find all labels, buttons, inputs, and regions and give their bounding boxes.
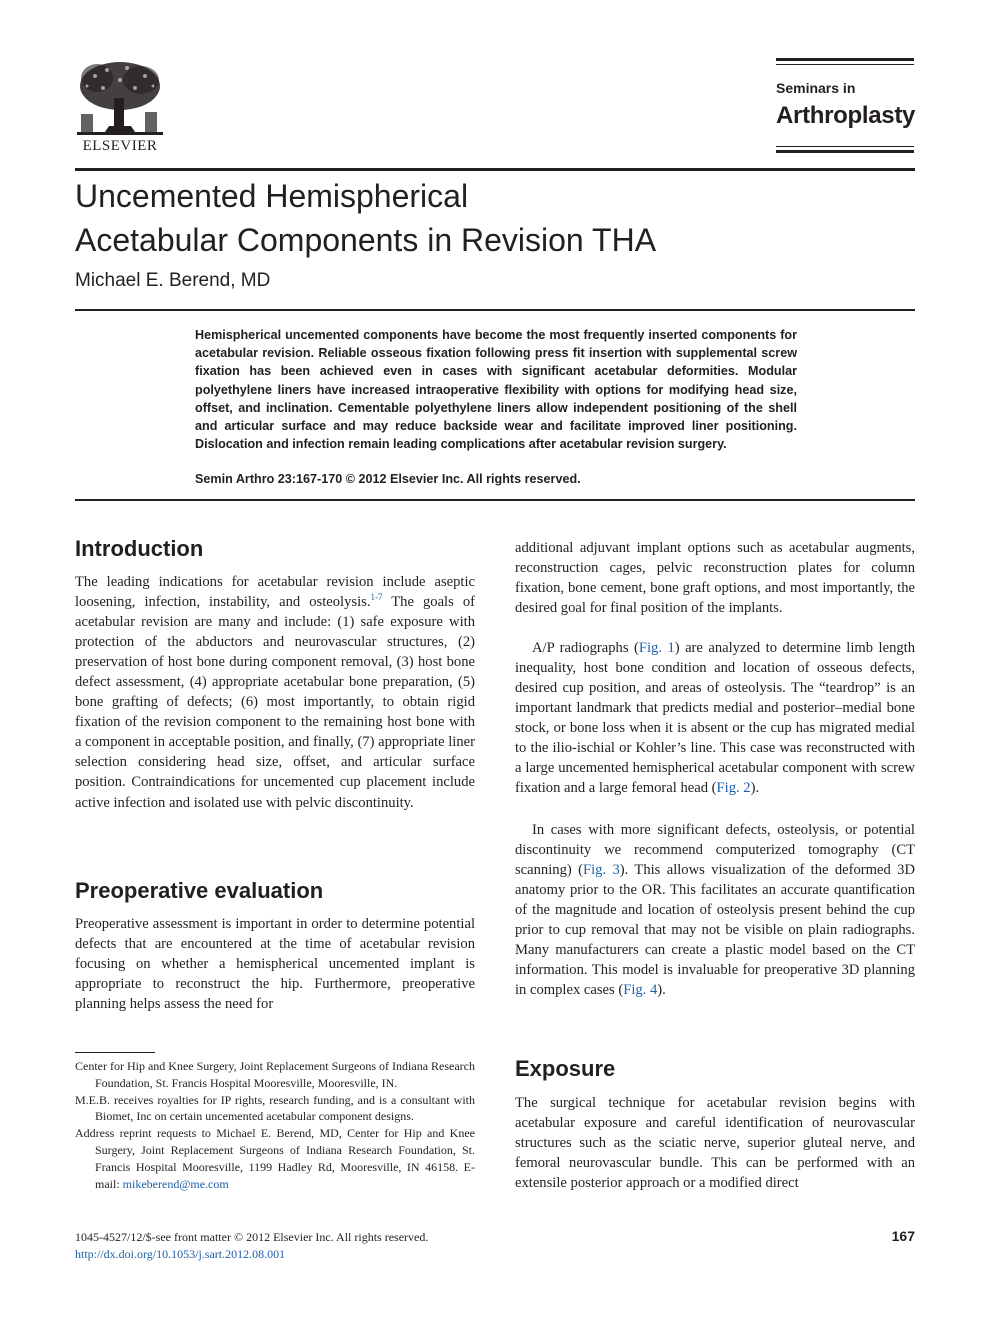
article-author: Michael E. Berend, MD bbox=[75, 270, 271, 291]
radiographs-text-a: A/P radiographs ( bbox=[532, 640, 639, 656]
intro-text-b: The goals of acetabular revision are many and include: (1) safe exposure with protection of the abductors and neurovascular structures, (2) preservation of host bone during component removal, (3) host bone defect assessment, (4) appropriate acetabular bone preparation, (5) bone grafting of defects; (6) most importantly, to obtain rigid fixation of the revision component to the remaining host bone with a component in acceptable position, and finally, (7) appropriate liner selection considering head size, offset, and articular surface position. Contraindications for uncemented cup placement include active infection and isolated use with pelvic discontinuity. bbox=[75, 594, 475, 811]
paragraph-introduction bbox=[75, 572, 475, 813]
journal-rule-bottom bbox=[776, 150, 914, 153]
footnote-address-text: Address reprint requests to Michael E. Berend, MD, Center for Hip and Knee Surgery, Joint Replacement Surgeons of Indiana Research Foundation, St. Francis Hospital Mooresville, 1199 Hadley Rd, Mooresville, IN 46158. E-mail: bbox=[75, 1126, 475, 1191]
abstract-citation: Semin Arthro 23:167-170 © 2012 Elsevier Inc. All rights reserved. bbox=[195, 472, 581, 486]
ct-text-a: In cases with more significant defects, osteolysis, or potential discontinuity we recommend computerized tomography (CT scanning) ( bbox=[515, 822, 915, 879]
radiographs-text-b: ) are analyzed to determine limb length inequality, host bone condition and location of osseous defects, desired cup position, and areas of osteolysis. The “teardrop” is an important landmark that predicts medial and posterior–medial bone stock, or bone loss when it is absent or the cup has migrated medial to the ilio-ischial or Kohler’s line. This case was reconstructed with a large uncemented hemispherical acetabular component with screw fixation and a large femoral head ( bbox=[515, 640, 916, 797]
footnote-disclosure: M.E.B. receives royalties for IP rights, research funding, and is a consultant with Biomet, Inc on certain uncemented acetabular component designs. bbox=[75, 1092, 475, 1124]
abstract-rule-bottom bbox=[75, 499, 915, 501]
fig-3-link[interactable]: Fig. 3 bbox=[582, 862, 620, 879]
paragraph-right-1: additional adjuvant implant options such as acetabular augments, reconstruction cages, pelvic reconstruction plates for column fixation, bone cement, bone graft options, and most importantly, the desired goal for final position of the implants. bbox=[515, 540, 915, 617]
fig-1-link[interactable]: Fig. 1 bbox=[638, 640, 675, 656]
heading-introduction: Introduction bbox=[75, 536, 204, 561]
issn-line: 1045-4527/12/$-see front matter © 2012 Elsevier Inc. All rights reserved. bbox=[75, 1230, 429, 1244]
citation-ref-1-7[interactable]: 1-7 bbox=[370, 592, 383, 603]
abstract-text: Hemispherical uncemented components have become the most frequently inserted components for acetabular revision. Reliable osseous fixation following press fit insertion with supplemental screw fixation has been achieved even in cases with significant acetabular deformities. Modular polyethylene liners have increased intraoperative flexibility with options for modifying head size, offset, and inclination. Cementable polyethylene liners allow independent positioning of the shell and articular surface and may reduce backside wear and facilitate improved liner positioning. Dislocation and infection remain leading complications after acetabular revision surgery. bbox=[195, 328, 797, 452]
journal-rule-bottom-thin bbox=[776, 146, 914, 147]
heading-preoperative: Preoperative evaluation bbox=[75, 878, 324, 903]
elsevier-tree-icon bbox=[75, 58, 165, 138]
heading-exposure: Exposure bbox=[515, 1056, 616, 1081]
footnote-address bbox=[75, 1125, 475, 1192]
footnote-rule bbox=[75, 1052, 155, 1053]
page-number: 167 bbox=[891, 1228, 915, 1244]
journal-series: Seminars in bbox=[776, 80, 856, 96]
publisher-name: ELSEVIER bbox=[82, 138, 158, 154]
ct-text-b: ). This allows visualization of the deformed 3D anatomy prior to the OR. This facilitates an accurate quantification of the magnitude and location of osteolysis present behind the cup prior to cup removal that may not be visible on plain radiographs. Many manufacturers can create a plastic model based on the CT information. This model is invaluable for preoperative 3D planning in complex cases ( bbox=[515, 862, 916, 999]
paragraph-radiographs bbox=[515, 638, 915, 798]
footnote-affiliation: Center for Hip and Knee Surgery, Joint Replacement Surgeons of Indiana Research Foundation, St. Francis Hospital Mooresville, Mooresville, IN. bbox=[75, 1059, 475, 1090]
header-rule bbox=[75, 168, 915, 171]
journal-masthead bbox=[776, 58, 914, 156]
doi-link[interactable]: http://dx.doi.org/10.1053/j.sart.2012.08.001 bbox=[75, 1247, 286, 1261]
paragraph-preoperative: Preoperative assessment is important in order to determine potential defects that are encountered at the time of acetabular revision focusing on whether a hemispherical uncemented implant is appropriate to reconstruct the hip. Furthermore, preoperative planning helps assess the need for bbox=[75, 916, 475, 1013]
journal-rule-top-thin bbox=[776, 64, 914, 65]
article-title bbox=[75, 174, 855, 262]
paragraph-ct-scanning bbox=[515, 820, 915, 1000]
fig-2-link[interactable]: Fig. 2 bbox=[716, 780, 751, 797]
radiographs-text-c: ). bbox=[750, 780, 760, 797]
ct-text-c: ). bbox=[657, 982, 666, 999]
journal-name: Arthroplasty bbox=[776, 102, 916, 129]
email-link[interactable]: mikeberend@me.com bbox=[122, 1176, 229, 1191]
title-line-1: Uncemented Hemispherical bbox=[75, 178, 469, 214]
footnotes bbox=[75, 1058, 475, 1192]
title-line-2: Acetabular Components in Revision THA bbox=[75, 222, 657, 258]
paragraph-exposure: The surgical technique for acetabular revision begins with acetabular exposure and careful identification of neurovascular structures such as the sciatic nerve, superior gluteal nerve, and femoral neurovascular bundle. This can be performed with an extensile posterior approach or a modified direct bbox=[515, 1095, 915, 1192]
journal-rule-top bbox=[776, 58, 914, 61]
bottom-info bbox=[75, 1229, 428, 1263]
fig-4-link[interactable]: Fig. 4 bbox=[623, 982, 658, 999]
abstract-rule-top bbox=[75, 309, 915, 311]
intro-text-a: The leading indications for acetabular revision include aseptic loosening, infection, instability, and osteolysis. bbox=[75, 574, 475, 611]
